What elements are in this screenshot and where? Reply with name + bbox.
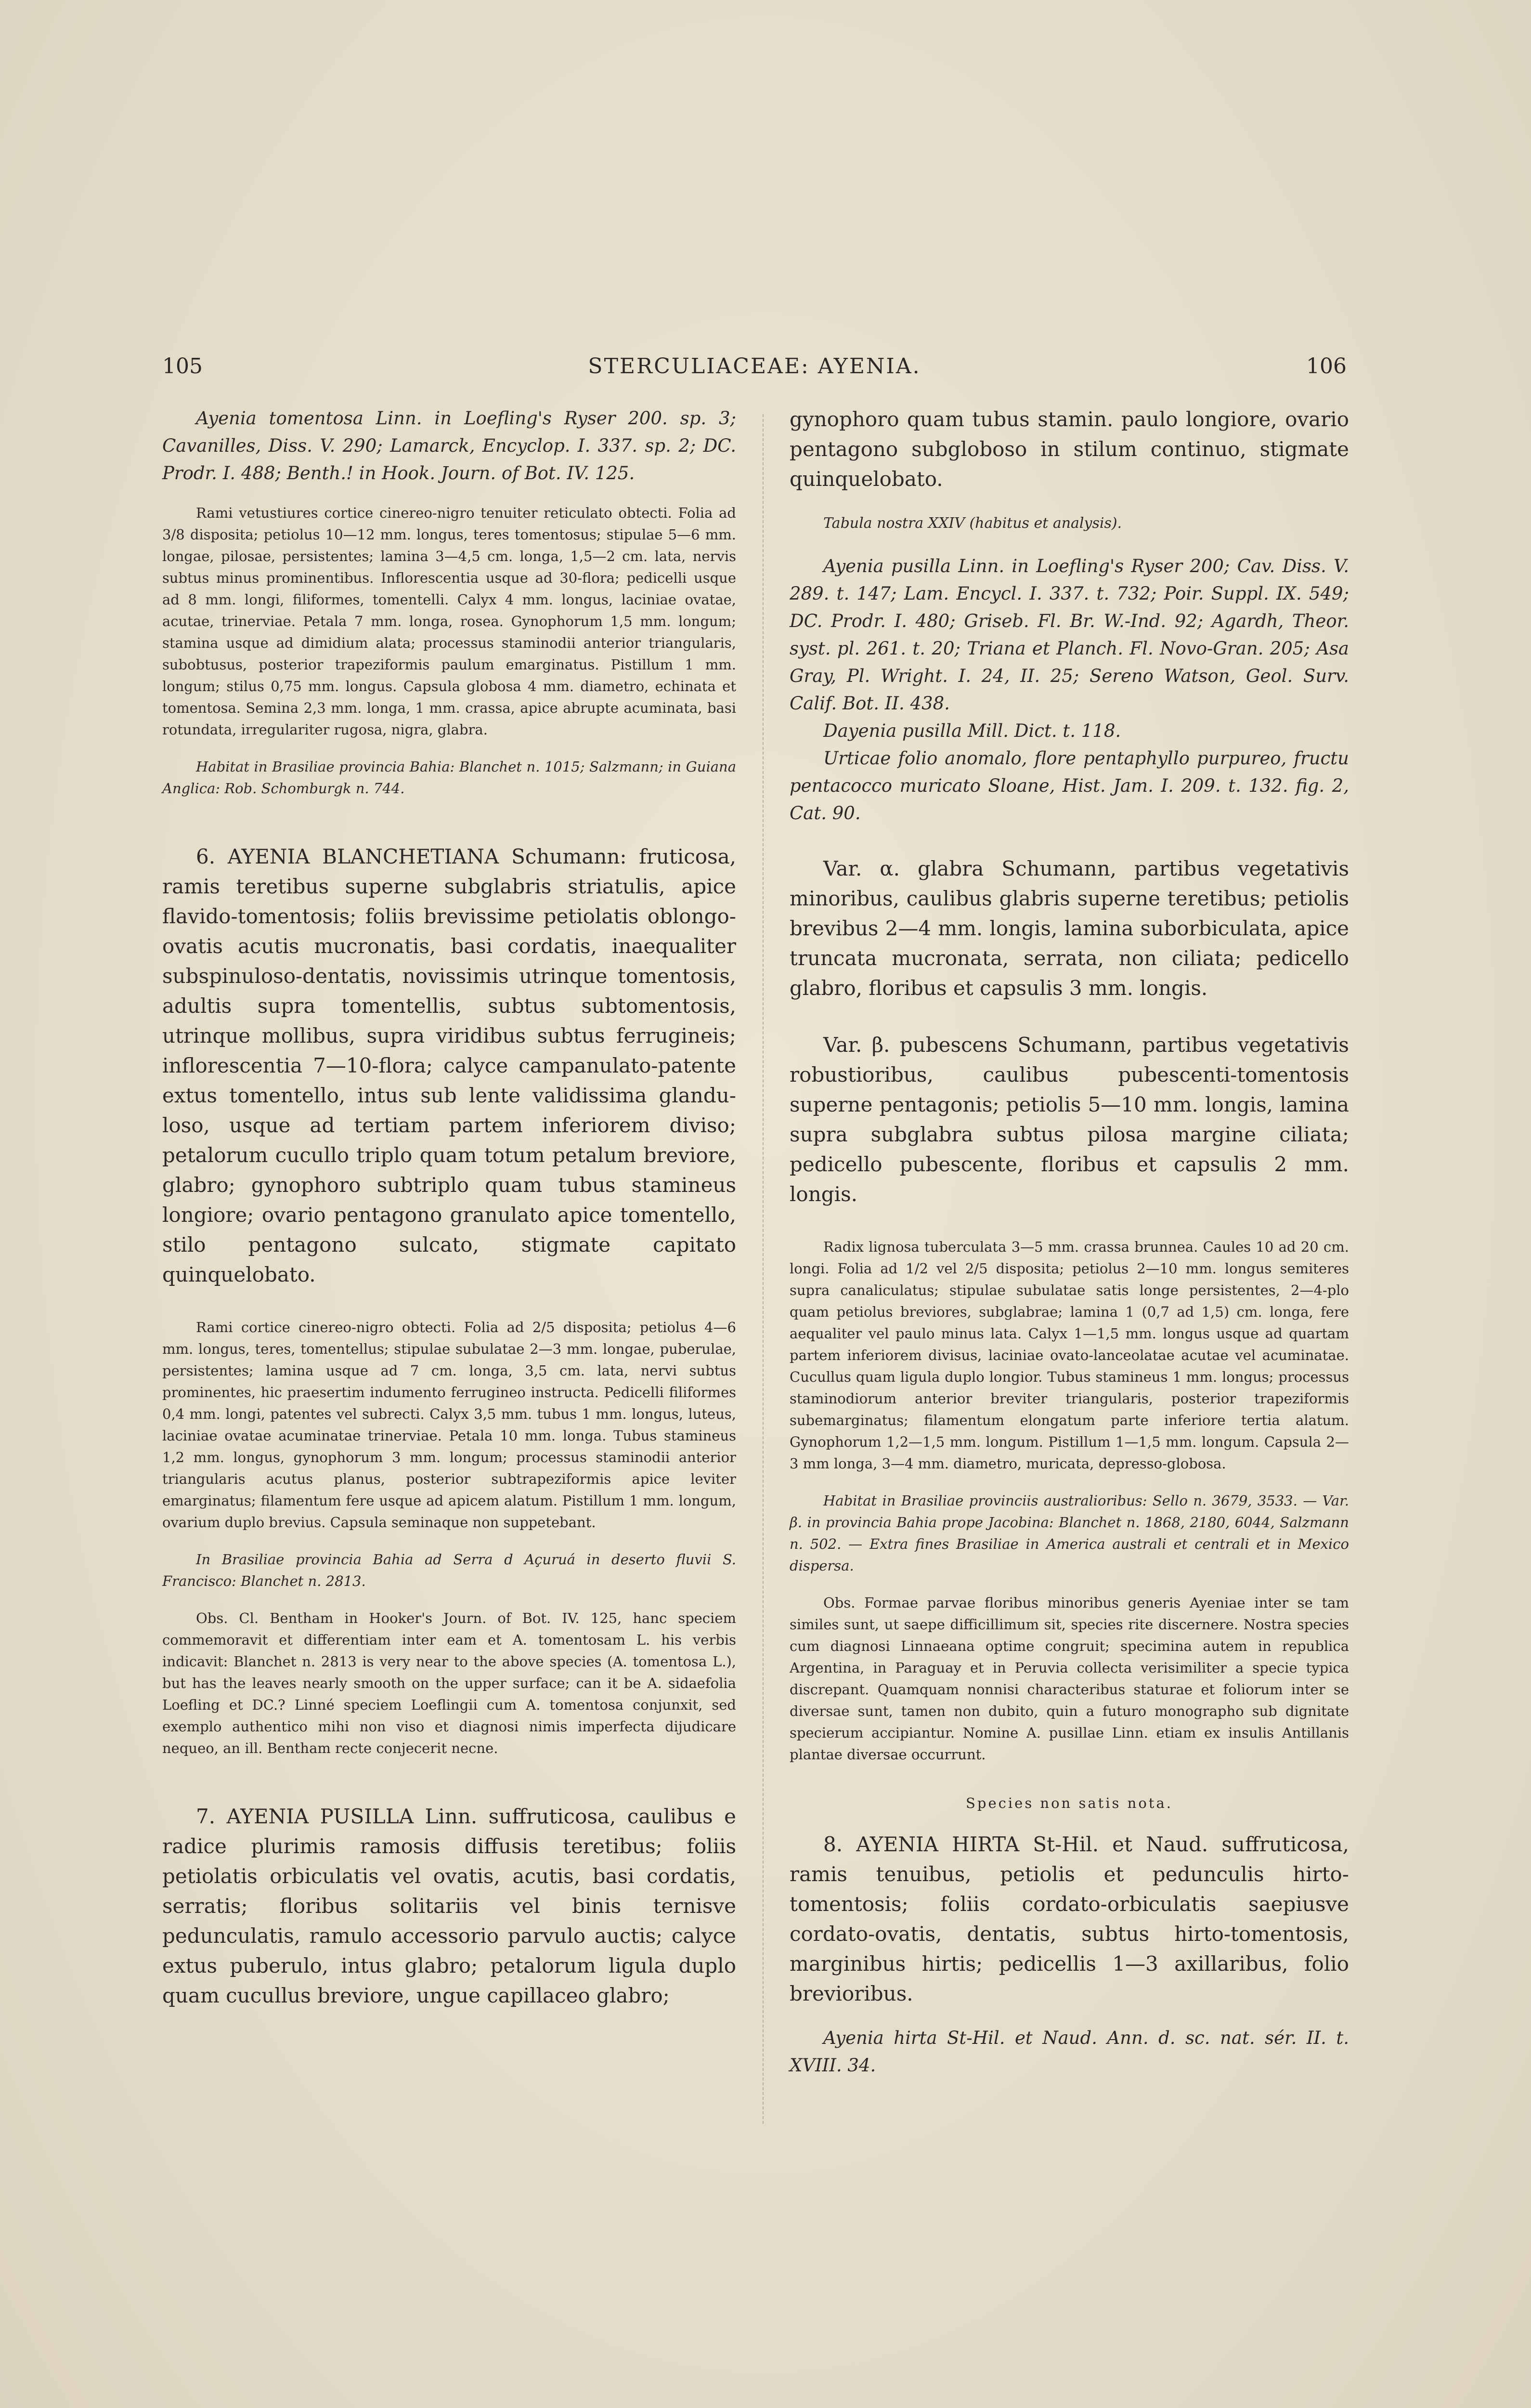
species-7-pusilla: 7. AYENIA PUSILLA Linn. suffruticosa, caulibus e radice plurimis ramosis diffusis teretibus; foliis petiolatis orbiculatis vel ovatis, acutis, basi cordatis, serratis; floribus solitariis vel binis ternisve pedunculatis, ramulo accessorio parvulo auctis; calyce extus puberulo, intus glabro; petalorum ligula duplo quam cucullus breviore, ungue capillaceo glabro; [162, 1805, 736, 2007]
description-tomentosa: Rami vetustiures cortice cinereo-nigro tenuiter reticulato obtecti. Folia ad 3/8 disposita; petiolus 10—12 mm. longus, teres tomentosus; stipulae 5—6 mm. longae, pilosae, persistentes; lamina 3—4,5 cm. longa, 1,5—2 cm. lata, nervis subtus minus prominentibus. Inflorescentia usque ad 30-flora; pedicelli usque ad 8 mm. longi, filiformes, tomentelli. Calyx 4 mm. longus, laciniae ovatae, acutae, trinerviae. Petala 7 mm. longa, rosea. Gynophorum 1,5 mm. longum; stamina usque ad dimidium alata; processus staminodii anterior triangularis, subobtusus, posterior trapeziformis paulum emarginatus. Pistillum 1 mm. longum; stilus 0,75 mm. longus. Capsula globosa 4 mm. diametro, echinata et tomentosa. Semina 2,3 mm. longa, 1 mm. crassa, apice abrupte acuminata, basi rotundata, irregulariter rugosa, nigra, glabra. [162, 505, 736, 738]
species-7-continuation: gynophoro quam tubus stamin. paulo longiore, ovario pentagono subgloboso in stilum continuo, stigmate quinquelobato. [790, 407, 1349, 491]
variety-beta-pubescens: Var. β. pubescens Schumann, partibus vegetativis robustioribus, caulibus pubescenti-tomentosis superne pentagonis; petiolis 5—10 mm. longis, lamina supra subglabra subtus pilosa margine ciliata; pedicello pubescente, floribus et capsulis 2 mm. longis. [790, 1033, 1349, 1206]
synonymy-pusilla: Ayenia pusilla Linn. in Loefling's Ryser 200; Cav. Diss. V. 289. t. 147; Lam. Encycl. I. 337. t. 732; Poir. Suppl. IX. 549; DC. Prodr. I. 480; Griseb. Fl. Br. W.-Ind. 92; Agardh, Theor. syst. pl. 261. t. 20; Triana et Planch. Fl. Novo-Gran. 205; Asa Gray, Pl. Wright. I. 24, II. 25; Sereno Watson, Geol. Surv. Calif. Bot. II. 438. [790, 556, 1349, 714]
observation-pusilla: Obs. Formae parvae floribus minoribus generis Ayeniae inter se tam similes sunt, ut saepe difficillimum sit, species rite discernere. Nostra species cum diagnosi Linnaeana optime congruit; specimina autem in republica Argentina, in Paraguay et in Peruvia collecta verisimiliter a specie typica discrepant. Quamquam nonnisi characteribus staturae et foliorum inter se diversae sunt, tamen non dubito, quin a futuro monographo sub dignitate specierum accipiantur. Nomine A. pusillae Linn. etiam ex insulis Antillanis plantae diversae occurrunt. [790, 1595, 1349, 1763]
habitat-pusilla: Habitat in Brasiliae provinciis australioribus: Sello n. 3679, 3533. — Var. β. in provincia Bahia prope Jacobina: Blanchet n. 1868, 2180, 6044, Salzmann n. 502. — Extra fines Brasiliae in America australi et centrali et in Mexico dispersa. [790, 1492, 1349, 1574]
variety-alpha-glabra: Var. α. glabra Schumann, partibus vegetativis minoribus, caulibus glabris superne teretibus; petiolis brevibus 2—4 mm. longis, lamina suborbiculata, apice truncata mucronata, serrata, non ciliata; pedicello glabro, floribus et capsulis 3 mm. longis. [790, 857, 1349, 1000]
synonymy-tomentosa: Ayenia tomentosa Linn. in Loefling's Ryser 200. sp. 3; Cavanilles, Diss. V. 290; Lamarck, Encyclop. I. 337. sp. 2; DC. Prodr. I. 488; Benth.! in Hook. Journ. of Bot. IV. 125. [162, 408, 736, 484]
left-column [162, 405, 736, 2011]
synonymy-dayenia: Dayenia pusilla Mill. Dict. t. 118. [823, 720, 1121, 741]
page-header [162, 354, 1347, 393]
page-number-left: 105 [162, 354, 203, 379]
observation-blanchetiana: Obs. Cl. Bentham in Hooker's Journ. of Bot. IV. 125, hanc speciem commemoravit et differentiam inter eam et A. tomentosam L. his verbis indicavit: Blanchet n. 2813 is very near to the above species (A. tomentosa L.), but has the leaves nearly smooth on the upper surface; can it be A. sidaefolia Loefling et DC.? Linné speciem Loeflingii cum A. tomentosa conjunxit, sed exemplo authentico mihi non viso et diagnosi nimis imperfecta dijudicare nequeo, an ill. Bentham recte conjecerit necne. [162, 1610, 736, 1756]
habitat-blanchetiana: In Brasiliae provincia Bahia ad Serra d Açuruá in deserto fluvii S. Francisco: Blanchet n. 2813. [162, 1551, 736, 1589]
synonymy-sloane: Urticae folio anomalo, flore pentaphyllo purpureo, fructu pentacocco muricato Sloane, Hist. Jam. I. 209. t. 132. fig. 2, Cat. 90. [790, 748, 1349, 824]
right-column [790, 405, 1349, 2079]
habitat-tomentosa: Habitat in Brasiliae provincia Bahia: Blanchet n. 1015; Salzmann; in Guiana Anglica: Rob. Schomburgk n. 744. [162, 759, 736, 797]
page-number-right: 106 [1306, 354, 1347, 379]
section-heading-dubiae: Species non satis nota. [966, 1795, 1173, 1811]
description-pusilla: Radix lignosa tuberculata 3—5 mm. crassa brunnea. Caules 10 ad 20 cm. longi. Folia ad 1/2 vel 2/5 disposita; petiolus 2—10 mm. longus semiteres supra canaliculatus; stipulae subulatae satis longe persistentes, 2—4-plo quam petiolus breviores, subglabrae; lamina 1 (0,7 ad 1,5) cm. longa, fere aequaliter vel paulo minus lata. Calyx 1—1,5 mm. longus usque ad quartam partem inferiorem divisus, laciniae ovato-lanceolatae acutae vel acuminatae. Cucullus quam ligula duplo longior. Tubus stamineus 1 mm. longus; processus staminodiorum anterior breviter triangularis, posterior trapeziformis subemarginatus; filamentum elongatum parte inferiore tertia alatum. Gynophorum 1,2—1,5 mm. longum. Pistillum 1—1,5 mm. longum. Capsula 2—3 mm longa, 3—4 mm. diametro, muricata, depresso-globosa. [790, 1239, 1349, 1472]
description-blanchetiana: Rami cortice cinereo-nigro obtecti. Folia ad 2/5 disposita; petiolus 4—6 mm. longus, teres, tomentellus; stipulae subulatae 2—3 mm. longae, puberulae, persistentes; lamina usque ad 7 cm. longa, 3,5 cm. lata, nervi subtus prominentes, hic praesertim indumento ferrugineo instructa. Pedicelli filiformes 0,4 mm. longi, patentes vel subrecti. Calyx 3,5 mm. tubus 1 mm. longus, luteus, laciniae ovatae acuminatae trinerviae. Petala 10 mm. longa. Tubus stamineus 1,2 mm. longus, gynophorum 3 mm. longum; processus staminodii anterior triangularis acutus planus, posterior subtrapeziformis apice leviter emarginatus; filamentum fere usque ad apicem alatum. Pistillum 1 mm. longum, ovarium duplo brevius. Capsula seminaque non suppetebant. [162, 1319, 736, 1531]
species-6-blanchetiana: 6. AYENIA BLANCHETIANA Schumann: fruticosa, ramis teretibus superne subglabris striatulis, apice flavido-tomentosis; foliis brevissime petiolatis oblongo-ovatis acutis mucronatis, basi cordatis, inaequaliter subspinuloso-dentatis, novissimis utrinque tomentosis, adultis supra tomentellis, subtus subtomentosis, utrinque mollibus, supra viridibus subtus ferrugineis; inflorescentia 7—10-flora; calyce campanulato-patente extus tomentello, intus sub lente validissima glandu-loso, usque ad tertiam partem inferiorem diviso; petalorum cucullo triplo quam totum petalum breviore, glabro; gynophoro subtriplo quam tubus stamineus longiore; ovario pentagono granulato apice tomentello, stilo pentagono sulcato, stigmate capitato quinquelobato. [162, 845, 736, 1286]
column-divider [763, 414, 764, 2124]
plate-reference: Tabula nostra XXIV (habitus et analysis). [823, 515, 1122, 532]
running-title: STERCULIACEAE: AYENIA. [588, 354, 921, 379]
synonymy-hirta: Ayenia hirta St-Hil. et Naud. Ann. d. sc. nat. sér. II. t. XVIII. 34. [790, 2028, 1349, 2076]
species-8-hirta: 8. AYENIA HIRTA St-Hil. et Naud. suffruticosa, ramis tenuibus, petiolis et pedunculis hirto-tomentosis; foliis cordato-orbiculatis saepiusve cordato-ovatis, dentatis, subtus hirto-tomentosis, marginibus hirtis; pedicellis 1—3 axillaribus, folio brevioribus. [790, 1832, 1349, 2005]
